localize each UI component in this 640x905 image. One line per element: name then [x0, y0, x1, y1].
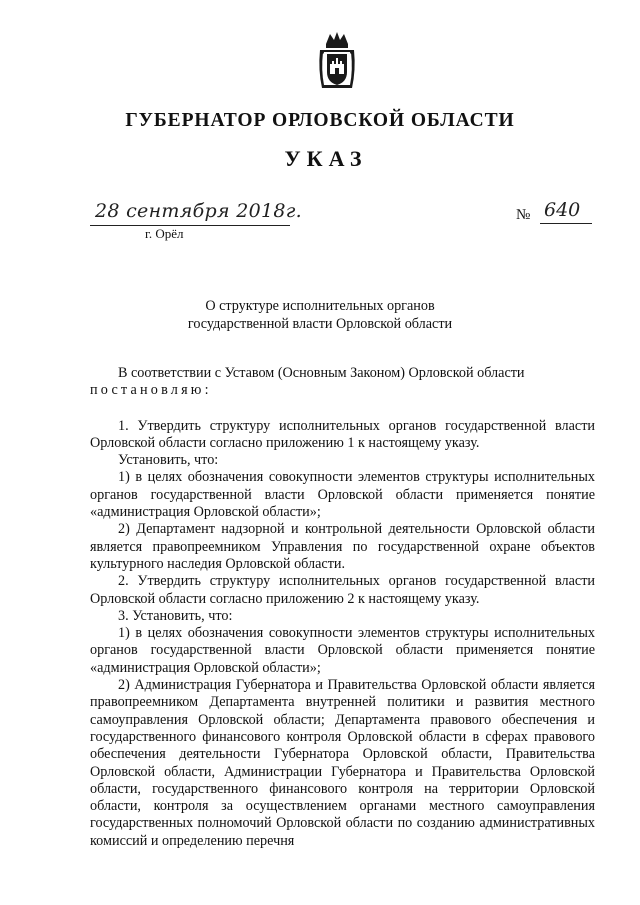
number-underline [540, 223, 592, 224]
paragraph-4: 2) Департамент надзорной и контрольной деятельности Орловской области является правопреемником Управления по государственной охране объектов культурного наследия Орловской области. [90, 521, 595, 572]
document-number-handwritten: 640 [544, 199, 581, 221]
preamble-paragraph [90, 365, 595, 382]
paragraph-3: 1) в целях обозначения совокупности элементов структуры исполнительных органов государственной власти Орловской области применяется понятие «администрация Орловской области»; [90, 469, 595, 521]
paragraph-7: 1) в целях обозначения совокупности элементов структуры исполнительных органов государственной власти Орловской области применяется понятие «администрация Орловской области»; [90, 625, 595, 676]
coat-of-arms-emblem [316, 30, 358, 92]
document-type: УКАЗ [284, 146, 368, 171]
document-date-handwritten: 28 сентября 2018г. [95, 200, 302, 222]
title-line-2: государственной власти Орловской области [187, 316, 453, 332]
paragraph-2: Установить, что: [118, 452, 219, 469]
document-title [0, 297, 640, 333]
number-label: № [516, 207, 531, 223]
decree-word-line [90, 382, 595, 399]
paragraph-6: 3. Установить, что: [118, 607, 233, 624]
paragraph-1: 1. Утвердить структуру исполнительных органов государственной власти Орловской области согласно приложению 1 к настоящему указу. [90, 417, 595, 451]
title-line-1: О структуре исполнительных органов [205, 298, 435, 314]
document-body [90, 365, 595, 850]
date-underline [90, 225, 290, 226]
preamble-text: В соответствии с Уставом (Основным Законом) Орловской области [118, 365, 525, 381]
paragraph-8: 2) Администрация Губернатора и Правительства Орловской области является правопреемником Департамента внутренней политики и развития местного самоуправления Орловской области; Департамента правового обеспечения и государственного финансового контроля Орловской области в сферах правового обеспечения деятельности Губернатора Орловской области, Правительства Орловской области, Администрации Губернатора и Правительства Орловской области, государственного финансового контроля на территории Орловской области, контроля за осуществлением органами местного самоуправления государственных полномочий Орловской области по созданию административных комиссий и определению перечня [90, 677, 595, 849]
paragraph-5: 2. Утвердить структуру исполнительных органов государственной власти Орловской области согласно приложению 2 к настоящему указу. [90, 573, 595, 607]
issuing-authority: ГУБЕРНАТОР ОРЛОВСКОЙ ОБЛАСТИ [125, 110, 515, 131]
decree-word: постановляю: [90, 382, 212, 399]
document-place: г. Орёл [145, 226, 184, 241]
